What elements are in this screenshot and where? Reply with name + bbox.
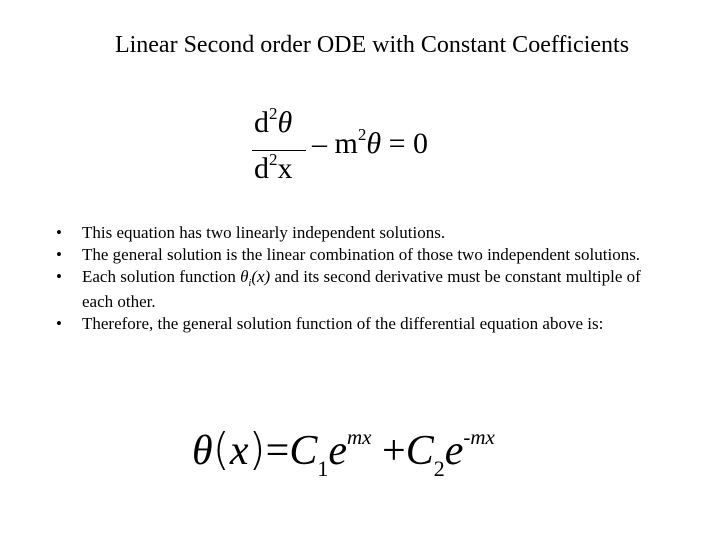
bullet-text: The general solution is the linear combination of those two independent solutions.	[82, 245, 641, 264]
general-solution-formula: $\theta(x)=C_1e^{mx} +C_2e^{-mx}$	[192, 424, 495, 481]
bullet-item	[56, 244, 676, 266]
bullet-dot: •	[56, 245, 62, 264]
equation-remainder: – $m^2\theta = 0$	[312, 125, 429, 160]
bullet-text: This equation has two linearly independent solutions.	[82, 223, 446, 242]
bullet-text-continued: and its second derivative must be constant multiple of each other.	[82, 267, 641, 311]
theta-i-math: $\theta_i(x)$	[240, 267, 271, 289]
bullet-list	[56, 222, 676, 335]
fraction-numerator: $d^2\theta$	[254, 104, 293, 139]
bullet-item	[56, 313, 676, 335]
fraction-bar	[252, 150, 306, 151]
bullet-item	[56, 222, 676, 244]
slide-title: Linear Second order ODE with Constant Coefficients	[114, 32, 630, 58]
bullet-dot: •	[56, 267, 62, 286]
bullet-dot: •	[56, 223, 62, 242]
second-derivative-fraction	[250, 100, 308, 192]
fraction-denominator: $d^2x$	[254, 150, 293, 185]
bullet-item	[56, 266, 676, 313]
bullet-text: Therefore, the general solution function of the differential equation above is:	[82, 314, 604, 333]
general-solution-equation	[192, 418, 552, 490]
ode-equation	[250, 100, 450, 192]
bullet-text: Each solution function	[82, 267, 236, 286]
bullet-dot: •	[56, 314, 62, 333]
